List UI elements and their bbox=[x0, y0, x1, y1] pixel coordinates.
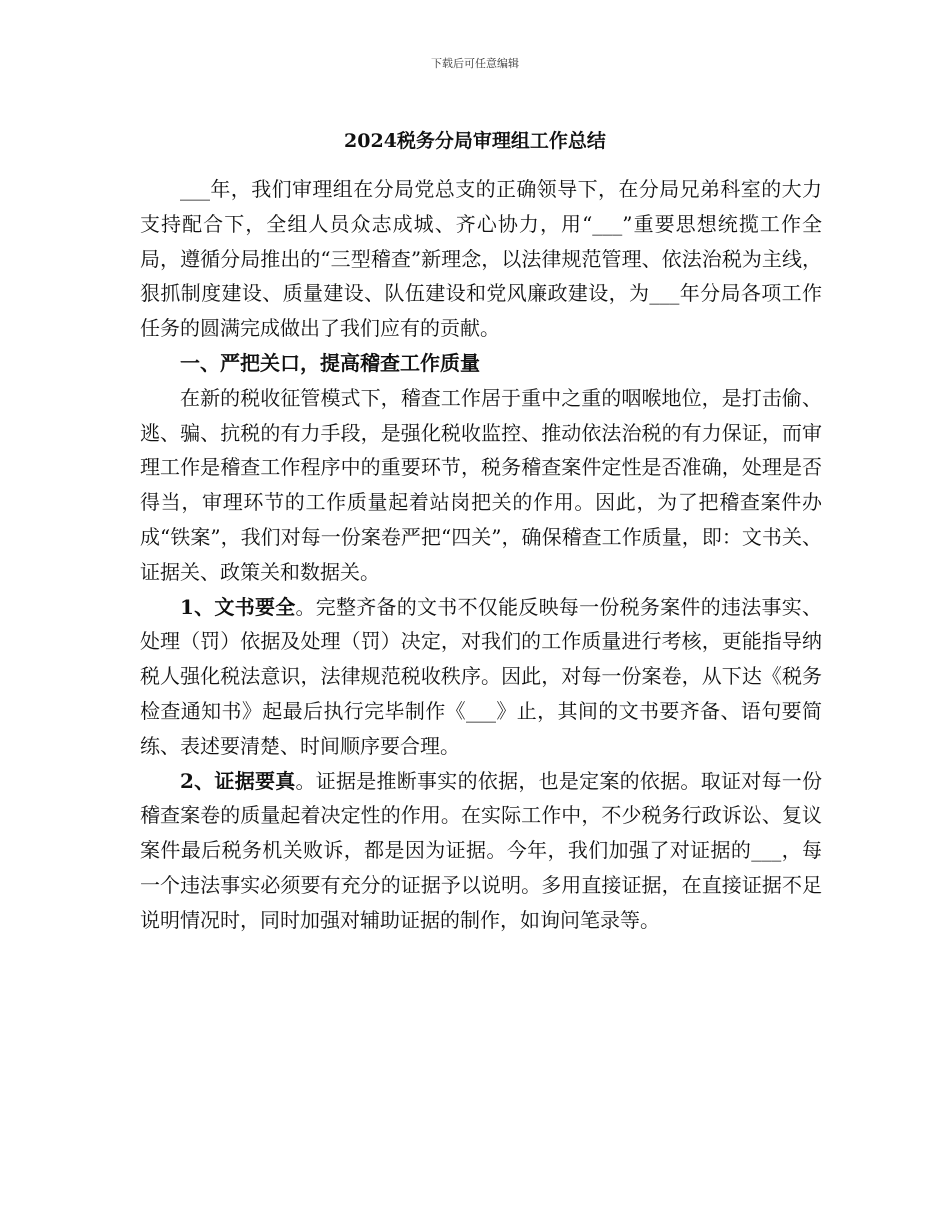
item-paragraph-evidence bbox=[140, 764, 822, 938]
section-paragraph: 在新的税收征管模式下，稽查工作居于重中之重的咽喉地位，是打击偷、逃、骗、抗税的有力手段，是强化税收监控、推动依法治税的有力保证，而审理工作是稽查工作程序中的重要环节，税务稽查案件定性是否准确，处理是否得当，审理环节的工作质量起着站岗把关的作用。因此，为了把稽查案件办成“铁案”，我们对每一份案卷严把“四关”，确保稽查工作质量，即：文书关、证据关、政策关和数据关。 bbox=[140, 385, 822, 584]
document-body bbox=[140, 172, 822, 938]
section-heading: 一、严把关口，提高稽查工作质量 bbox=[180, 350, 480, 375]
item-lead: 1、文书要全 bbox=[180, 594, 296, 619]
item-text: 。完整齐备的文书不仅能反映每一份税务案件的违法事实、处理（罚）依据及处理（罚）决定，对我们的工作质量进行考核，更能指导纳税人强化税法意识，法律规范税收秩序。因此，对每一份案卷，从下达《税务检查通知书》起最后执行完毕制作《___》止，其间的文书要齐备、语句要简练、表述要清楚、时间顺序要合理。 bbox=[140, 594, 822, 758]
item-text: 。证据是推断事实的依据，也是定案的依据。取证对每一份稽查案卷的质量起着决定性的作用。在实际工作中，不少税务行政诉讼、复议案件最后税务机关败诉，都是因为证据。今年，我们加强了对证据的___，每一个违法事实必须要有充分的证据予以说明。多用直接证据，在直接证据不足说明情况时，同时加强对辅助证据的制作，如询问笔录等。 bbox=[140, 768, 822, 932]
header-note: 下载后可任意编辑 bbox=[431, 57, 519, 70]
item-paragraph-documents bbox=[140, 590, 822, 764]
intro-paragraph: ___年，我们审理组在分局党总支的正确领导下，在分局兄弟科室的大力支持配合下，全组人员众志成城、齐心协力，用“___”重要思想统揽工作全局，遵循分局推出的“三型稽查”新理念，以法律规范管理、依法治税为主线，狠抓制度建设、质量建设、队伍建设和党风廉政建设，为___年分局各项工作任务的圆满完成做出了我们应有的贡献。 bbox=[140, 177, 822, 341]
document-title: 2024税务分局审理组工作总结 bbox=[344, 130, 606, 152]
item-lead: 2、证据要真 bbox=[180, 768, 296, 793]
